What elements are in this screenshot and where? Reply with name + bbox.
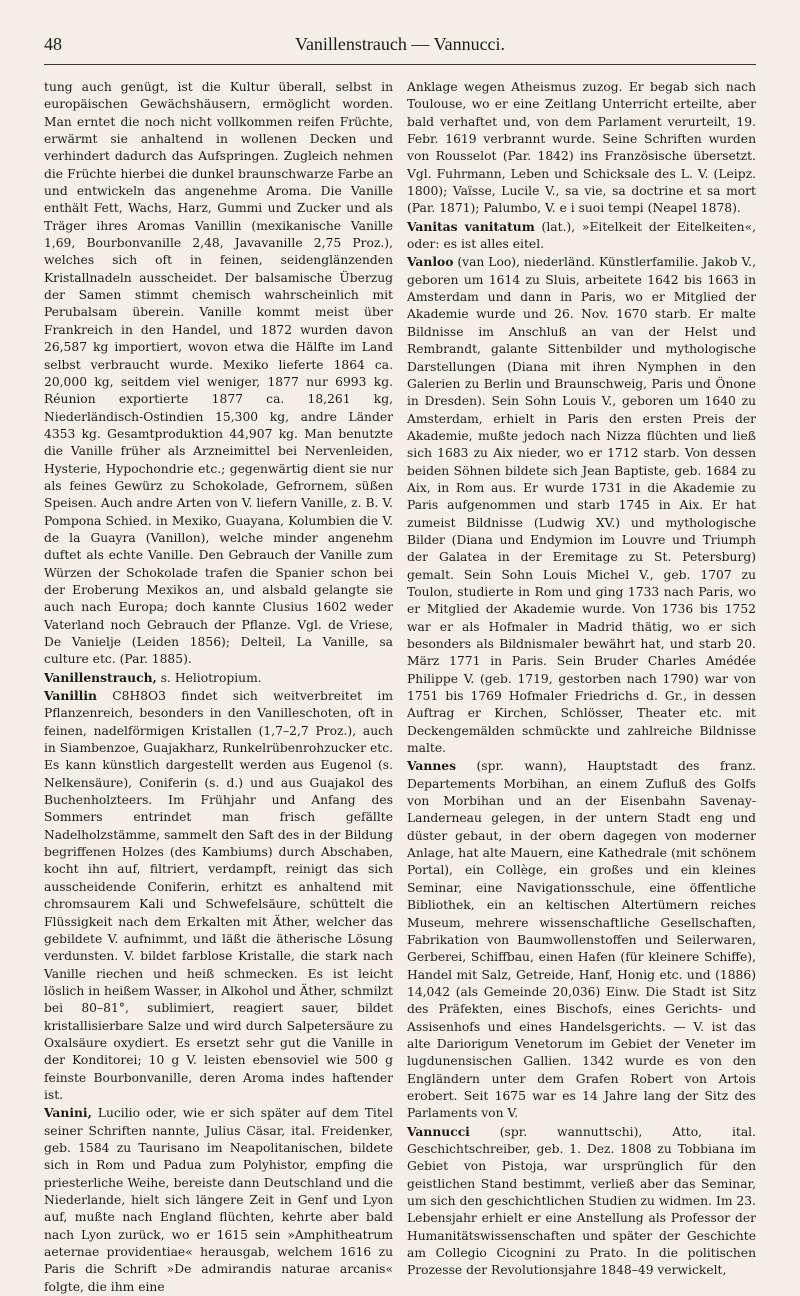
entry-text: (spr. wannuttschi), Atto, ital. Geschichtschreiber, geb. 1. Dez. 1808 zu Tobbiana im Gebiet von Pistoja, war ursprünglich für den geistlichen Stand bestimmt, verließ aber das Seminar, um sich den geschichtlichen Studien zu widmen. Im 23. Lebensjahr erhielt er eine Anstellung als Professor der Humanitätswissenschaften und später der Geschichte am Collegio Cicognini zu Prato. In die politischen Prozesse der Revolutionsjahre 1848–49 verwickelt,: [407, 1124, 756, 1278]
entry-headword: Vanini,: [44, 1105, 92, 1121]
dictionary-entry: [407, 757, 756, 1122]
right-column: [407, 79, 756, 1296]
running-title: Vanillenstrauch — Vannucci.: [294, 34, 506, 54]
entry-text: (van Loo), niederländ. Künstlerfamilie. Jakob V., geboren um 1614 zu Sluis, arbeitete 1642 bis 1663 in Amsterdam und dann in Paris, wo er Mitglied der Akademie wurde und 26. Nov. 1670 starb. Er malte Bildnisse im Anschluß an van der Helst und Rembrandt, galante Sittenbilder und mythologische Darstellungen (Diana mit ihren Nymphen in den Galerien zu Berlin und Braunschweig, Paris und Önone in Dresden). Sein Sohn Louis V., geboren um 1640 zu Amsterdam, erhielt in Paris den ersten Preis der Akademie, mußte jedoch nach Nizza flüchten und ließ sich 1683 zu Aix nieder, wo er 1712 starb. Von dessen beiden Söhnen bildete sich Jean Baptiste, geb. 1684 zu Aix, in Rom aus. Er wurde 1731 in die Akademie zu Paris aufgenommen und starb 1745 in Aix. Er hat zumeist Bildnisse (Ludwig XV.) und mythologische Bilder (Diana und Endymion im Louvre und Triumph der Galatea in der Eremitage zu St. Petersburg) gemalt. Sein Sohn Louis Michel V., geb. 1707 zu Toulon, studierte in Rom und ging 1733 nach Paris, wo er Mitglied der Akademie wurde. Von 1736 bis 1752 war er als Hofmaler in Madrid thätig, wo er sich besonders als Bildnismaler bewährt hat, und starb 20. März 1771 in Paris. Sein Bruder Charles Amédée Philippe V. (geb. 1719, gestorben nach 1790) war von 1751 bis 1769 Hofmaler Friedrichs d. Gr., in dessen Auftrag er Kirchen, Schlösser, Theater etc. mit Deckengemälden schmückte und zahlreiche Bildnisse malte.: [407, 255, 756, 756]
dictionary-entry: [407, 253, 756, 757]
dictionary-entry: [44, 79, 393, 669]
entry-headword: Vanloo: [407, 254, 454, 270]
dictionary-entry: [44, 687, 393, 1104]
entry-text: s. Heliotropium.: [156, 670, 262, 685]
entry-text: (lat.), »Eitelkeit der Eitelkeiten«, oder: es ist alles eitel.: [407, 219, 756, 252]
entry-text: (spr. wann), Hauptstadt des franz. Departements Morbihan, an einem Zufluß des Golfs von Morbihan und an der Eisenbahn Savenay-Landerneau gelegen, in der untern Stadt eng und düster gebaut, in der obern dagegen von moderner Anlage, hat alte Mauern, eine Kathedrale (mit schönem Portal), ein Collège, ein großes und ein kleines Seminar, eine Navigationsschule, eine öffentliche Bibliothek, ein an keltischen Altertümern reiches Museum, mehrere wissenschaftliche Gesellschaften, Fabrikation von Baumwollenstoffen und Seilerwaren, Gerberei, Schiffbau, einen Hafen (für kleinere Schiffe), Handel mit Salz, Getreide, Hanf, Honig etc. und (1886) 14,042 (als Gemeinde 20,036) Einw. Die Stadt ist Sitz des Präfekten, eines Bischofs, eines Gerichts- und Assisenhofs und eines Handelsgerichts. — V. ist das alte Dariorigum Venetorum im Gebiet der Veneter im lugdunensischen Gallien. 1342 wurde es von den Engländern unter dem Grafen Robert von Artois erobert. Seit 1675 war es 14 Jahre lang der Sitz des Parlaments von V.: [407, 759, 756, 1121]
dictionary-entry: [407, 1123, 756, 1280]
left-column: [44, 79, 393, 1296]
dictionary-entry: [44, 1104, 393, 1296]
dictionary-entry: [407, 79, 756, 218]
entry-text: C8H8O3 findet sich weitverbreitet im Pflanzenreich, besonders in den Vanilleschoten, oft in feinen, nadelförmigen Kristallen (1,7–2,7 Proz.), auch in Siambenzoe, Guajakharz, Runkelrübenrohzucker etc. Es kann künstlich dargestellt werden aus Eugenol (s. Nelkensäure), Coniferin (s. d.) und aus Guajakol des Buchenholzteers. Im Frühjahr und Anfang des Sommers entrindet man frisch gefällte Nadelholzstämme, sammelt den Saft des in der Bildung begriffenen Holzes (des Kambiums) durch Abschaben, kocht ihn auf, filtriert, verdampft, reinigt das sich ausscheidende Coniferin, erhitzt es anhaltend mit chromsaurem Kali und Schwefelsäure, schüttelt die Flüssigkeit nach dem Erkalten mit Äther, welcher das gebildete V. aufnimmt, und läßt die ätherische Lösung verdunsten. V. bildet farblose Kristalle, die stark nach Vanille riechen und heiß schmecken. Es ist leicht löslich in heißem Wasser, in Alkohol und Äther, schmilzt bei 80–81°, sublimiert, reagiert sauer, bildet kristallisierbare Salze und wird durch Salpetersäure zu Oxalsäure oxydiert. Es ersetzt sehr gut die Vanille in der Konditorei; 10 g V. leisten ebensoviel wie 500 g feinste Bourbonvanille, deren Aroma indes haftender ist.: [44, 689, 393, 1102]
page-header: [44, 34, 756, 65]
entry-headword: Vanitas vanitatum: [407, 218, 535, 234]
page-number: 48: [44, 34, 62, 54]
entry-headword: Vanillenstrauch,: [44, 669, 157, 685]
text-columns: [44, 79, 756, 1296]
entry-headword: Vanillin: [44, 688, 97, 704]
entry-headword: Vannes: [407, 758, 457, 774]
entry-headword: Vannucci: [407, 1123, 470, 1139]
dictionary-entry: [407, 218, 756, 254]
entry-text: Anklage wegen Atheismus zuzog. Er begab sich nach Toulouse, wo er eine Zeitlang Unterricht erteilte, aber bald verhaftet und, von dem Parlament verurteilt, 19. Febr. 1619 verbrannt wurde. Seine Schriften wurden von Rousselot (Par. 1842) ins Französische übersetzt. Vgl. Fuhrmann, Leben und Schicksale des L. V. (Leipz. 1800); Vaïsse, Lucile V., sa vie, sa doctrine et sa mort (Par. 1871); Palumbo, V. e i suoi tempi (Neapel 1878).: [407, 80, 756, 216]
entry-text: tung auch genügt, ist die Kultur überall, selbst in europäischen Gewächshäusern, ermöglicht worden. Man erntet die noch nicht vollkommen reifen Früchte, erwärmt sie anhaltend in wollenen Decken und verhindert dadurch das Aufspringen. Zugleich nehmen die Früchte hierbei die dunkel braunschwarze Farbe an und entwickeln das angenehme Aroma. Die Vanille enthält Fett, Wachs, Harz, Gummi und Zucker und als Träger ihres Aromas Vanillin (mexikanische Vanille 1,69, Bourbonvanille 2,48, Javavanille 2,75 Proz.), welches sich oft in feinen, seidenglänzenden Kristallnadeln ausscheidet. Der balsamische Überzug der Samen stimmt chemisch wahrscheinlich mit Perubalsam überein. Vanille kommt meist über Frankreich in den Handel, und 1872 wurden davon 26,587 kg importiert, wovon etwa die Hälfte im Land selbst verbraucht wurde. Mexiko lieferte 1864 ca. 20,000 kg, seitdem viel weniger, 1877 nur 6993 kg. Réunion exportierte 1877 ca. 18,261 kg, Niederländisch-Ostindien 15,300 kg, andre Länder 4353 kg. Gesamtproduktion 44,907 kg. Man benutzte die Vanille früher als Arzneimittel bei Nervenleiden, Hysterie, Hypochondrie etc.; gegenwärtig dient sie nur als feines Gewürz zu Schokolade, Gefrornem, süßen Speisen. Auch andre Arten von V. liefern Vanille, z. B. V. Pompona Schied. in Mexiko, Guayana, Kolumbien die V. de la Guayra (Vanillon), welche minder angenehm duftet als echte Vanille. Den Gebrauch der Vanille zum Würzen der Schokolade trafen die Spanier schon bei der Eroberung Mexikos an, und alsbald gelangte sie auch nach Europa; doch kannte Clusius 1602 weder Vaterland noch Gebrauch der Pflanze. Vgl. de Vriese, De Vanielje (Leiden 1856); Delteil, La Vanille, sa culture etc. (Par. 1885).: [44, 80, 393, 667]
dictionary-entry: [44, 669, 393, 687]
entry-text: Lucilio oder, wie er sich später auf dem Titel seiner Schriften nannte, Julius Cäsar, ital. Freidenker, geb. 1584 zu Taurisano im Neapolitanischen, bildete sich in Rom und Padua zum Polyhistor, empfing die priesterliche Weihe, bereiste dann Deutschland und die Niederlande, hielt sich längere Zeit in Genf und Lyon auf, mußte nach England flüchten, kehrte aber bald nach Lyon zurück, wo er 1615 sein »Amphitheatrum aeternae providentiae« herausgab, welchem 1616 zu Paris die Schrift »De admirandis naturae arcanis« folgte, die ihm eine: [44, 1106, 393, 1294]
